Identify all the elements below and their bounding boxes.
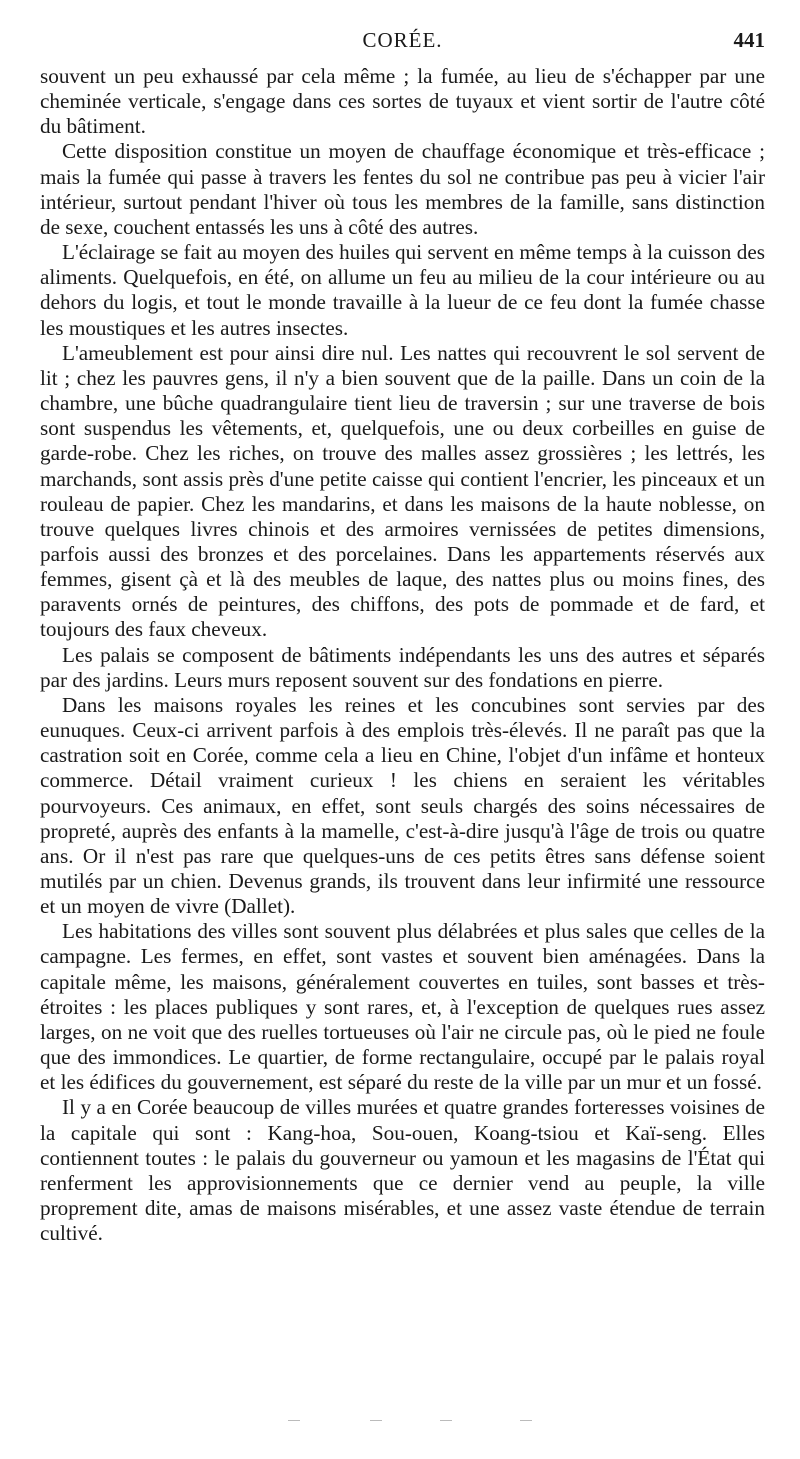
printer-mark — [370, 1420, 382, 1421]
printer-mark — [440, 1420, 452, 1421]
paragraph-city-dwellings: Les habitations des villes sont souvent plus délabrées et plus sales que celles de la campagne. Les fermes, en effet, sont vastes et souvent bien aménagées. Dans la capitale même, les maisons, généralement couvertes en tuiles, sont basses et très-étroites : les places publiques y sont rares, et, à l'exception de quelques rues assez larges, on ne voit que des ruelles tortueuses où l'air ne circule pas, où le pied ne foule que des immondices. Le quartier, de forme rectangulaire, occupé par le palais royal et les édifices du gouvernement, est séparé du reste de la ville par un mur et un fossé. — [40, 919, 765, 1095]
printer-mark — [520, 1420, 532, 1421]
paragraph-eunuchs: Dans les maisons royales les reines et les concubines sont servies par des eunuques. Ceux-ci arrivent parfois à des emplois très-élevés. Il ne paraît pas que la castration soit en Corée, comme cela a lieu en Chine, l'objet d'un infâme et honteux commerce. Détail vraiment curieux ! les chiens en seraient les véritables pourvoyeurs. Ces animaux, en effet, sont seuls chargés des soins nécessaires de propreté, auprès des enfants à la mamelle, c'est-à-dire jusqu'à l'âge de trois ou quatre ans. Or il n'est pas rare que quelques-uns de ces petits êtres sans défense soient mutilés par un chien. Devenus grands, ils trouvent dans leur infirmité une ressource et un moyen de vivre (Dallet). — [40, 692, 765, 919]
body-text — [40, 64, 765, 1246]
paragraph-heating: Cette disposition constitue un moyen de chauffage économique et très-efficace ; mais la fumée qui passe à travers les fentes du sol ne contribue pas peu à vicier l'air intérieur, surtout pendant l'hiver où tous les membres de la famille, sans distinction de sexe, couchent entassés les uns à côté des autres. — [40, 139, 765, 239]
paragraph-continuation: souvent un peu exhaussé par cela même ; la fumée, au lieu de s'échapper par une cheminée verticale, s'engage dans ces sortes de tuyaux et vient sortir de l'autre côté du bâtiment. — [40, 64, 765, 139]
paragraph-furniture: L'ameublement est pour ainsi dire nul. Les nattes qui recouvrent le sol servent de lit ; chez les pauvres gens, il n'y a bien souvent que de la paille. Dans un coin de la chambre, une bûche quadrangulaire tient lieu de traversin ; sur une traverse de bois sont suspendus les vêtements, et, quelquefois, une ou deux corbeilles en guise de garde-robe. Chez les riches, on trouve des malles assez grossières ; les lettrés, les marchands, sont assis près d'une petite caisse qui contient l'encrier, les pinceaux et un rouleau de papier. Chez les mandarins, et dans les maisons de la haute noblesse, on trouve quelques livres chinois et des armoires vernissées de petites dimensions, parfois aussi des bronzes et des porcelaines. Dans les appartements réservés aux femmes, gisent çà et là des meubles de laque, des nattes plus ou moins fines, des paravents ornés de peintures, des chiffons, des pots de pommade et de fard, et toujours des faux cheveux. — [40, 340, 765, 642]
page-header — [40, 28, 765, 62]
running-title: CORÉE. — [362, 28, 443, 52]
paragraph-palaces: Les palais se composent de bâtiments indépendants les uns des autres et séparés par des jardins. Leurs murs reposent souvent sur des fondations en pierre. — [40, 642, 765, 692]
paragraph-lighting: L'éclairage se fait au moyen des huiles qui servent en même temps à la cuisson des aliments. Quelquefois, en été, on allume un feu au milieu de la cour intérieure ou au dehors du logis, et tout le monde travaille à la lueur de ce feu dont la fumée chasse les moustiques et les autres insectes. — [40, 240, 765, 340]
page-number: 441 — [733, 28, 765, 52]
printer-mark — [288, 1420, 300, 1421]
paragraph-fortresses: Il y a en Corée beaucoup de villes murées et quatre grandes forteresses voisines de la capitale qui sont : Kang-hoa, Sou-ouen, Koang-tsiou et Kaï-seng. Elles contiennent toutes : le palais du gouverneur ou yamoun et les magasins de l'État qui renferment les approvisionnements que ce dernier vend au peuple, la ville proprement dite, amas de maisons misérables, et une assez vaste étendue de terrain cultivé. — [40, 1095, 765, 1246]
footer-printer-marks — [280, 1420, 540, 1424]
